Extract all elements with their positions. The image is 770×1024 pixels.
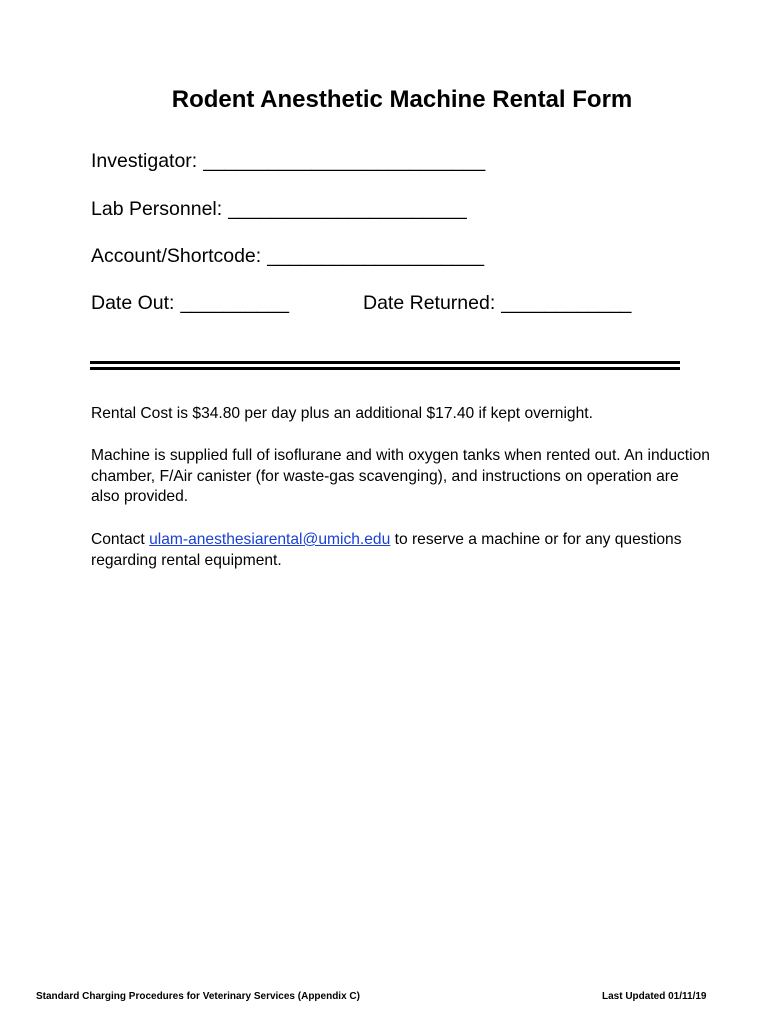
date-returned-blank: ____________ <box>501 292 632 314</box>
investigator-field <box>91 149 485 173</box>
rental-cost-paragraph: Rental Cost is $34.80 per day plus an additional $17.40 if kept overnight. <box>91 405 593 422</box>
contact-prefix: Contact <box>91 531 150 548</box>
date-out-blank: __________ <box>180 292 289 314</box>
account-blank: ____________________ <box>267 245 485 267</box>
date-returned-label: Date Returned: <box>363 292 496 314</box>
contact-email-link[interactable]: ulam-anesthesiarental@umich.edu <box>149 531 391 548</box>
account-field <box>91 244 484 268</box>
date-out-label: Date Out: <box>91 292 175 314</box>
account-label: Account/Shortcode: <box>91 245 262 267</box>
investigator-label: Investigator: <box>91 150 198 172</box>
investigator-blank: __________________________ <box>203 150 486 172</box>
divider-rule-bottom <box>90 367 680 370</box>
lab-personnel-label: Lab Personnel: <box>91 198 223 220</box>
lab-personnel-field <box>91 197 467 221</box>
footer-right-text: Last Updated 01/11/19 <box>602 991 707 1002</box>
contact-suffix: to reserve a machine or for any questions regarding rental equipment. <box>91 531 682 569</box>
date-out-field <box>91 291 289 315</box>
date-returned-field <box>363 291 631 315</box>
divider-rule-top <box>90 361 680 364</box>
supplies-paragraph: Machine is supplied full of isoflurane and with oxygen tanks when rented out. An induction chamber, F/Air canister (for waste-gas scavenging), and instructions on operation are also provided. <box>91 447 710 505</box>
contact-paragraph <box>91 530 711 571</box>
lab-personnel-blank: ______________________ <box>228 198 467 220</box>
footer-left-text: Standard Charging Procedures for Veterinary Services (Appendix C) <box>36 991 360 1002</box>
form-title: Rodent Anesthetic Machine Rental Form <box>171 86 633 113</box>
